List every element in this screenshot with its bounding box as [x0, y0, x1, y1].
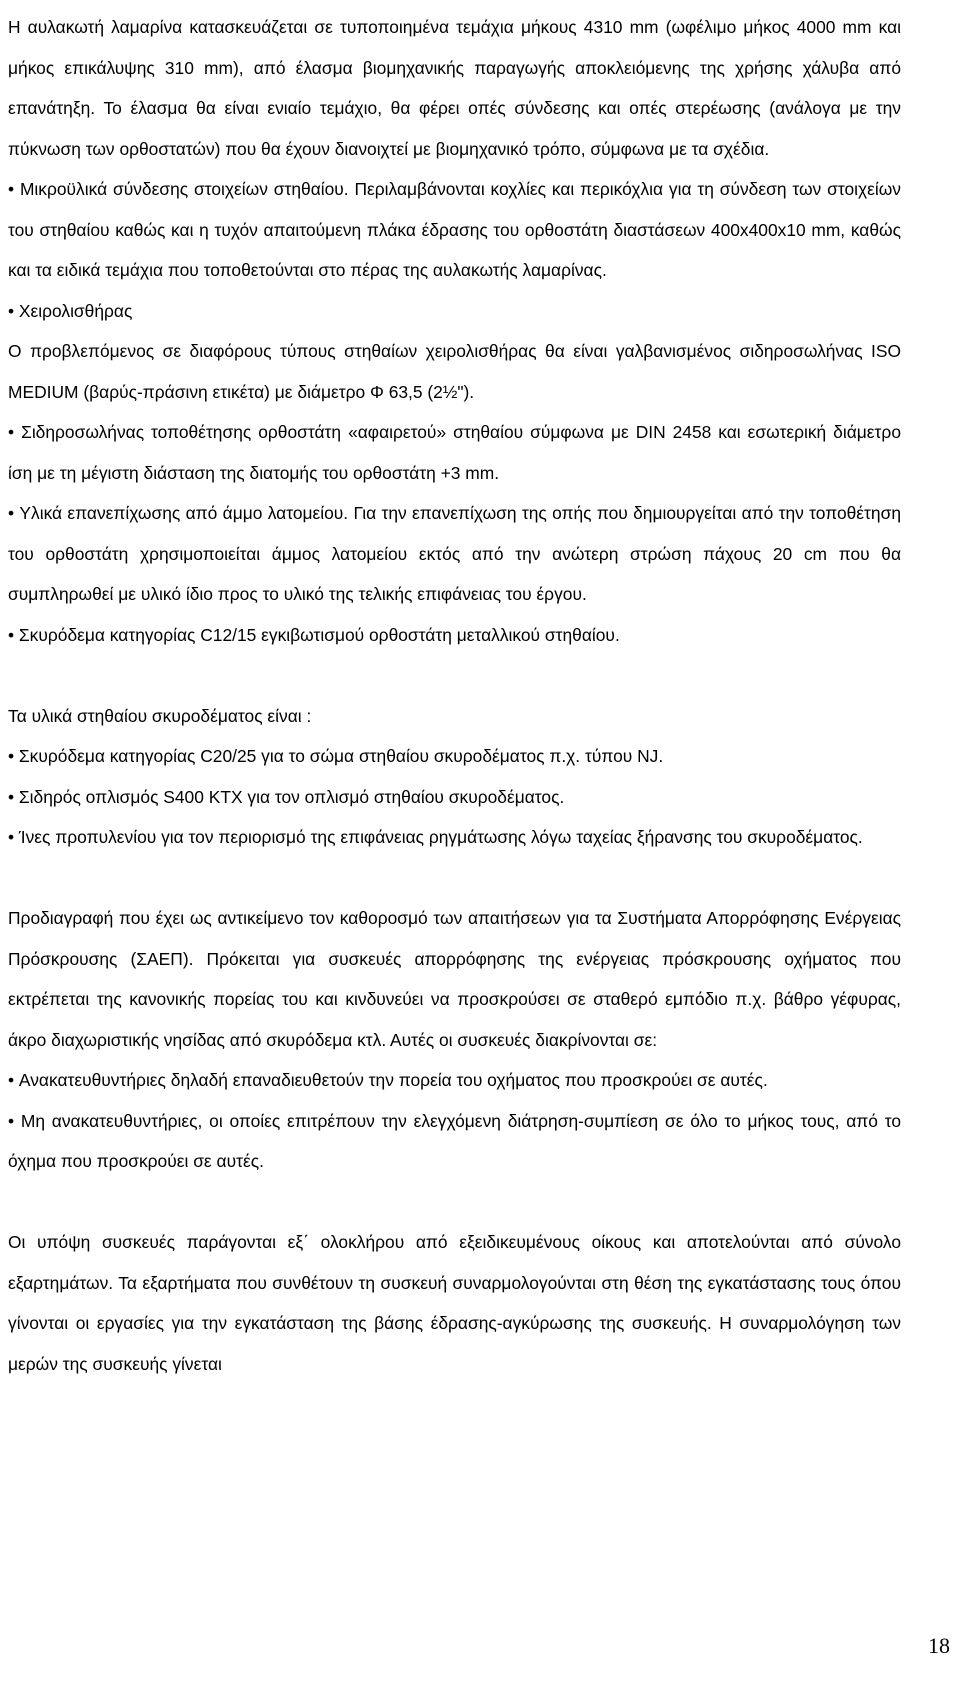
paragraph-gap — [8, 1182, 901, 1223]
bullet-non-redirective: • Μη ανακατευθυντήριες, οι οποίες επιτρέπουν την ελεγχόμενη διάτρηση-συμπίεση σε όλο το μήκος τους, από το όχημα που προσκρούει σε αυτές. — [8, 1101, 901, 1182]
page-number: 18 — [928, 1633, 950, 1658]
bullet-fibers: • Ίνες προπυλενίου για τον περιορισμό της επιφάνειας ρηγμάτωσης λόγω ταχείας ξήρανσης του σκυροδέματος. — [8, 817, 901, 858]
paragraph-concrete-materials-intro: Τα υλικά στηθαίου σκυροδέματος είναι : — [8, 705, 312, 726]
bullet-connection-materials: • Μικροϋλικά σύνδεσης στοιχείων στηθαίου. Περιλαμβάνονται κοχλίες και περικόχλια για τη σύνδεση των στοιχείων του στηθαίου καθώς και η τυχόν απαιτούμενη πλάκα έδρασης του ορθοστάτη διαστάσεων 400x400x10 mm, καθώς και τα ειδικά τεμάχια που τοποθετούνται στο πέρας της αυλακωτής λαμαρίνας. — [8, 169, 901, 291]
paragraph-handrail: Ο προβλεπόμενος σε διαφόρους τύπους στηθαίων χειρολισθήρας θα είναι γαλβανισμένος σιδηροσωλήνας ISO MEDIUM (βαρύς-πράσινη ετικέτα) με διάμετρο Φ 63,5 (2½"). — [8, 341, 901, 402]
bullet-concrete-c12: • Σκυρόδεμα κατηγορίας C12/15 εγκιβωτισμού ορθοστάτη μεταλλικού στηθαίου. — [8, 615, 901, 656]
paragraph-sheet-description: Η αυλακωτή λαμαρίνα κατασκευάζεται σε τυποποιημένα τεμάχια μήκους 4310 mm (ωφέλιμο μήκος 4000 mm και μήκος επικάλυψης 310 mm), από έλασμα βιομηχανικής παραγωγής αποκλειόμενης της χρήσης χάλυβα από επανάτηξη. Το έλασμα θα είναι ενιαίο τεμάχιο, θα φέρει οπές σύνδεσης και οπές στερέωσης (ανάλογα με την πύκνωση των ορθοστατών) που θα έχουν διανοιχτεί με βιομηχανικό τρόπο, σύμφωνα με τα σχέδια. — [8, 17, 901, 159]
paragraph-crash-cushions: Προδιαγραφή που έχει ως αντικείμενο τον καθοροσμό των απαιτήσεων για τα Συστήματα Απορρόφησης Ενέργειας Πρόσκρουσης (ΣΑΕΠ). Πρόκειται για συσκευές απορρόφησης της ενέργειας πρόσκρουσης οχήματος που εκτρέπεται της κανονικής πορείας του και κινδυνεύει να προσκρούσει σε σταθερό εμπόδιο π.χ. βάθρο γέφυρας, άκρο διαχωριστικής νησίδας από σκυρόδεμα κτλ. Αυτές οι συσκευές διακρίνονται σε: — [8, 908, 901, 1050]
paragraph-assembly: Οι υπόψη συσκευές παράγονται εξ΄ ολοκλήρου από εξειδικευμένους οίκους και αποτελούνται από σύνολο εξαρτημάτων. Τα εξαρτήματα που συνθέτουν τη συσκευή συναρμολογούνται στη θέση της εγκατάστασης τους όπου γίνονται οι εργασίες για την εγκατάσταση της βάσης έδρασης-αγκύρωσης της συσκευής. Η συναρμολόγηση των μερών της συσκευής γίνεται — [8, 1232, 901, 1374]
bullet-rebar: • Σιδηρός οπλισμός S400 KTX για τον οπλισμό στηθαίου σκυροδέματος. — [8, 777, 901, 818]
bullet-post-tube: • Σιδηροσωλήνας τοποθέτησης ορθοστάτη «αφαιρετού» στηθαίου σύμφωνα με DIN 2458 και εσωτερική διάμετρο ίση με τη μέγιστη διάσταση της διατομής του ορθοστάτη +3 mm. — [8, 412, 901, 493]
bullet-handrail-heading: • Χειρολισθήρας — [8, 291, 901, 332]
paragraph-gap — [8, 655, 901, 696]
bullet-backfill: • Υλικά επανεπίχωσης από άμμο λατομείου. Για την επανεπίχωση της οπής που δημιουργείται από την τοποθέτηση του ορθοστάτη χρησιμοποιείται άμμος λατομείου εκτός από την ανώτερη στρώση πάχους 20 cm που θα συμπληρωθεί με υλικό ίδιο προς το υλικό της τελικής επιφάνειας του έργου. — [8, 493, 901, 615]
bullet-concrete-c20: • Σκυρόδεμα κατηγορίας C20/25 για το σώμα στηθαίου σκυροδέματος π.χ. τύπου NJ. — [8, 736, 901, 777]
bullet-redirective: • Ανακατευθυντήριες δηλαδή επαναδιευθετούν την πορεία του οχήματος που προσκρούει σε αυτές. — [8, 1060, 901, 1101]
paragraph-gap — [8, 858, 901, 899]
